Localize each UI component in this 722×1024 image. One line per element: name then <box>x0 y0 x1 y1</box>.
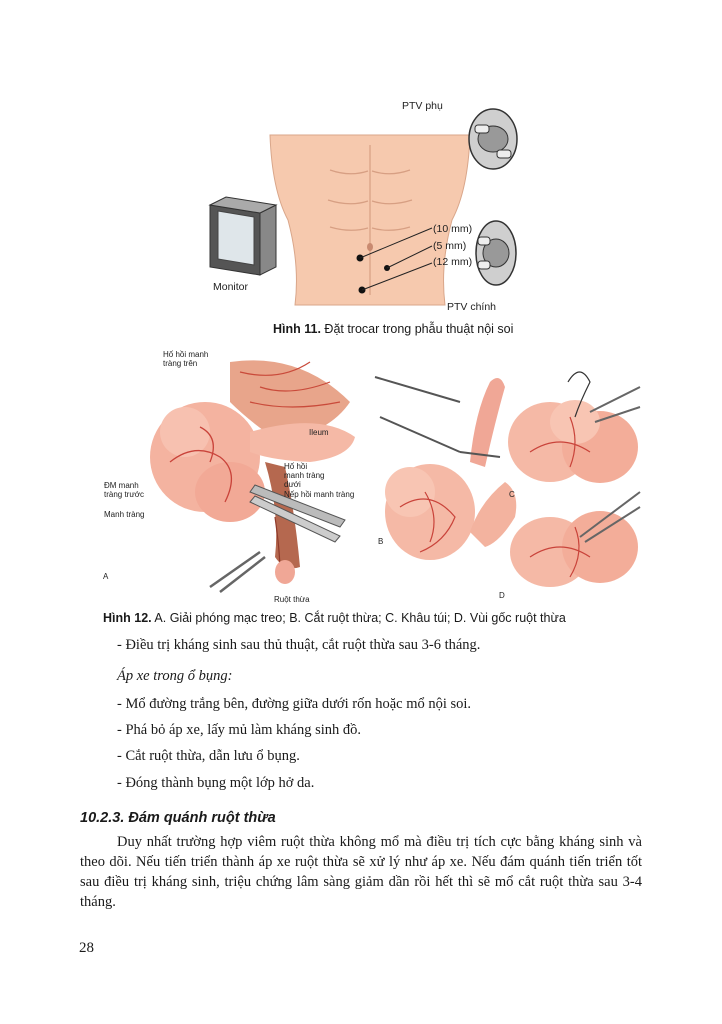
section-heading: 10.2.3. Đám quánh ruột thừa <box>80 810 276 826</box>
monitor-icon <box>210 197 276 275</box>
paragraph-appendiceal-mass: Duy nhất trường hợp viêm ruột thừa không mổ mà điều trị tích cực bằng kháng sinh và theo dõi. Nếu tiến triển thành áp xe ruột thừa sẽ xử lý như áp xe. Nếu đám quánh tiến triển tốt sau điều trị kháng sinh, triệu chứng lâm sàng giảm dần rồi hết thì sẽ mổ cắt ruột thừa sau 3-4 tháng. <box>80 834 642 910</box>
figure-11-caption-label: Hình 11. <box>273 322 321 336</box>
figure-11-illustration <box>200 95 540 310</box>
text-line-appendectomy: - Cắt ruột thừa, dẫn lưu ổ bụng. <box>117 748 300 764</box>
label-anterior-cecal-artery <box>104 481 144 499</box>
label-anterior-cecal-artery-line2: tràng trước <box>104 490 144 499</box>
label-sup-ileocecal-recess <box>163 350 208 368</box>
text-subheading-abscess: Áp xe trong ổ bụng: <box>117 668 233 684</box>
label-port-12mm: (12 mm) <box>433 256 473 268</box>
text-line-closure: - Đóng thành bụng một lớp hở da. <box>117 775 315 791</box>
figure-12-caption <box>103 611 566 625</box>
label-sup-ileocecal-recess-line1: Hố hồi manh <box>163 350 209 359</box>
label-port-10mm: (10 mm) <box>433 223 473 235</box>
label-panel-d: D <box>499 591 505 600</box>
figure-11-caption-text: Đặt trocar trong phẫu thuật nội soi <box>320 322 514 336</box>
label-assistant: PTV phụ <box>402 100 443 112</box>
label-panel-b: B <box>378 537 384 546</box>
text-line-drain-abscess: - Phá bỏ áp xe, lấy mủ làm kháng sinh đồ. <box>117 722 362 738</box>
label-ileocecal-fold: Nếp hồi manh tràng <box>284 490 355 499</box>
label-inf-ileocecal-recess <box>284 462 324 489</box>
assistant-surgeon-icon <box>469 109 517 169</box>
figure-12-caption-text: A. Giải phóng mạc treo; B. Cắt ruột thừa; C. Khâu túi; D. Vùi gốc ruột thừa <box>151 611 566 625</box>
text-line-antibiotics: - Điều trị kháng sinh sau thủ thuật, cắt ruột thừa sau 3-6 tháng. <box>117 637 481 653</box>
label-panel-a: A <box>103 572 109 581</box>
figure-11-caption <box>273 322 513 336</box>
panel-c-drawing <box>508 372 640 483</box>
label-cecum: Manh tràng <box>104 510 145 519</box>
panel-d-drawing <box>510 492 640 587</box>
label-inf-ileocecal-recess-line1: Hố hồi <box>284 462 308 471</box>
label-main-surgeon: PTV chính <box>447 301 497 313</box>
label-ileum: Ileum <box>309 428 329 437</box>
label-panel-c: C <box>509 490 515 499</box>
label-inf-ileocecal-recess-line2: manh tràng <box>284 471 325 480</box>
page-number: 28 <box>79 940 94 956</box>
main-surgeon-icon <box>476 221 516 285</box>
label-port-5mm: (5 mm) <box>433 240 467 252</box>
label-appendix: Ruột thừa <box>274 595 310 604</box>
label-inf-ileocecal-recess-line3: dưới <box>284 480 301 489</box>
panel-b-drawing <box>375 377 516 560</box>
label-anterior-cecal-artery-line1: ĐM manh <box>104 481 139 490</box>
text-line-incision: - Mổ đường trắng bên, đường giữa dưới rốn hoặc mổ nội soi. <box>117 696 472 712</box>
figure-12-caption-label: Hình 12. <box>103 611 152 625</box>
figure-12-illustration <box>100 342 645 597</box>
label-monitor: Monitor <box>213 281 249 293</box>
label-sup-ileocecal-recess-line2: tràng trên <box>163 359 198 368</box>
